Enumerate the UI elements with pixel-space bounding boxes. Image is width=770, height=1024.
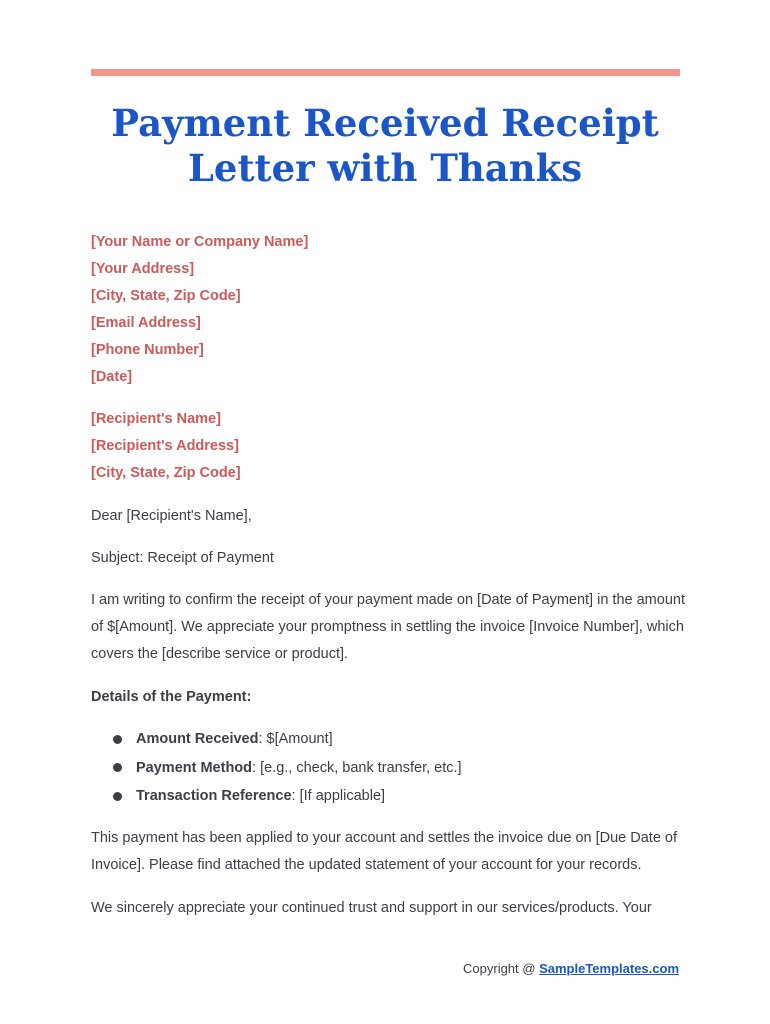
recipient-address-block [91, 406, 691, 487]
detail-label: Transaction Reference [136, 788, 292, 804]
applied-paragraph: This payment has been applied to your account and settles the invoice due on [Due Date of Invoice]. Please find attached the updated statement of your account for your records. [91, 829, 678, 873]
top-divider [91, 69, 680, 76]
details-heading: Details of the Payment: [91, 689, 252, 705]
letter-date: [Date] [91, 369, 133, 385]
footer-copyright [463, 961, 679, 976]
payment-details-list [91, 725, 691, 811]
sampletemplates-link[interactable]: SampleTemplates.com [539, 961, 679, 976]
bullet-dot-icon [113, 792, 122, 801]
bullet-dot-icon [113, 763, 122, 772]
page-title [60, 101, 710, 191]
title-line-1: Payment Received Receipt [111, 101, 659, 145]
salutation: Dear [Recipient's Name], [91, 508, 252, 524]
title-line-2: Letter with Thanks [187, 146, 583, 190]
sender-address-block [91, 229, 691, 391]
appreciation-paragraph: We sincerely appreciate your continued trust and support in our services/products. Your [91, 899, 652, 916]
sender-address: [Your Address] [91, 261, 195, 277]
recipient-name: [Recipient's Name] [91, 411, 221, 427]
copyright-text: Copyright @ [463, 961, 540, 976]
subject-line: Subject: Receipt of Payment [91, 550, 274, 566]
list-item [113, 782, 691, 811]
detail-value: : [If applicable] [291, 788, 386, 804]
letter-body [91, 229, 691, 922]
bullet-dot-icon [113, 735, 122, 744]
recipient-address: [Recipient's Address] [91, 438, 239, 454]
sender-name: [Your Name or Company Name] [91, 234, 309, 250]
sender-email: [Email Address] [91, 315, 201, 331]
list-item [113, 725, 691, 754]
recipient-city-state-zip: [City, State, Zip Code] [91, 465, 241, 481]
sender-phone: [Phone Number] [91, 342, 204, 358]
list-item [113, 754, 691, 783]
detail-label: Payment Method [136, 759, 253, 776]
intro-paragraph: I am writing to confirm the receipt of your payment made on [Date of Payment] in the amount of $[Amount]. We appreciate your promptness in settling the invoice [Invoice Number], which covers the [describe service or product]. [91, 592, 685, 662]
detail-value: : $[Amount] [258, 731, 333, 747]
detail-value: : [e.g., check, bank transfer, etc.] [252, 759, 462, 776]
detail-label: Amount Received [136, 731, 259, 747]
sender-city-state-zip: [City, State, Zip Code] [91, 288, 241, 304]
